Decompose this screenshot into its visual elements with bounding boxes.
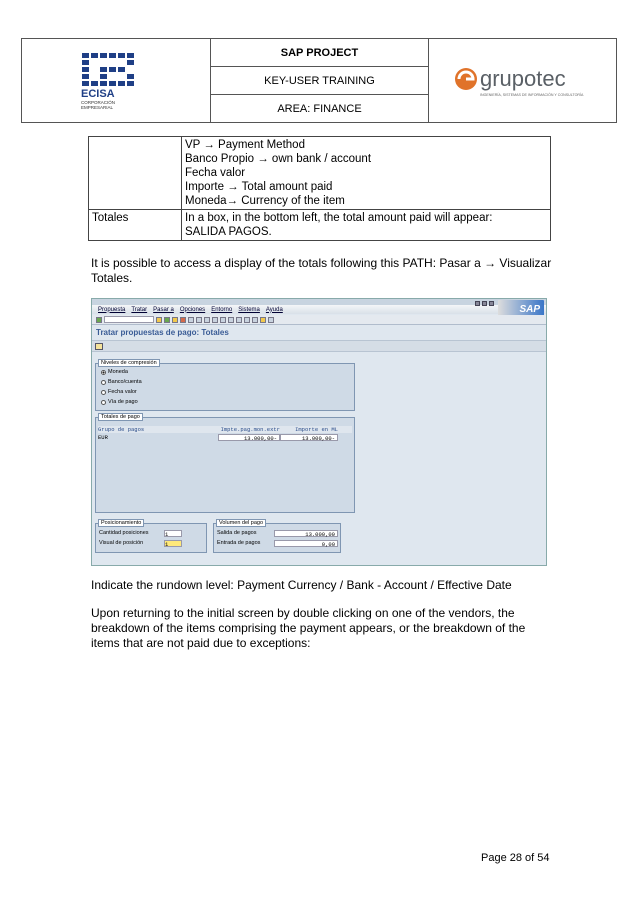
posicionamiento-group [95, 520, 207, 553]
svg-text:EMPRESARIAL: EMPRESARIAL [81, 104, 114, 110]
cell-impte-mon-extr: 13.000,00- [218, 434, 280, 441]
prev-page-icon[interactable] [220, 317, 226, 323]
col-grupo-pagos: Grupo de pagos [98, 426, 145, 433]
layout-icon[interactable] [268, 317, 274, 323]
save-icon[interactable] [156, 317, 162, 323]
sap-logo: SAP [498, 300, 544, 318]
cell-importe-ml: 13.000,00- [280, 434, 338, 441]
find-next-icon[interactable] [204, 317, 210, 323]
entrada-pagos-label: Entrada de pagos [217, 540, 261, 546]
new-session-icon[interactable] [244, 317, 250, 323]
table-cell [182, 210, 551, 241]
col-importe-ml: Importe en ML [295, 426, 338, 433]
project-title: SAP PROJECT [280, 46, 359, 59]
menu-ayuda[interactable]: Ayuda [265, 306, 283, 313]
menu-propuesta[interactable]: Propuesta [98, 306, 126, 313]
radio-icon [101, 400, 106, 405]
print-list-icon[interactable] [95, 343, 103, 350]
rundown-paragraph: Indicate the rundown level: Payment Currency / Bank - Account / Effective Date [91, 578, 512, 592]
group-title: Posicionamiento [98, 519, 144, 527]
radio-via-pago[interactable]: Vía de pago [101, 399, 138, 405]
radio-moneda[interactable]: Moneda [101, 369, 128, 375]
svg-text:ECISA: ECISA [81, 87, 115, 100]
salida-pagos-field: 13.000,00 [274, 530, 338, 537]
table-cell [89, 137, 182, 210]
field-line: Moneda→ Currency of the item [185, 195, 345, 207]
totales-pago-group [95, 414, 355, 513]
radio-fecha-valor[interactable]: Fecha valor [101, 389, 137, 395]
radio-icon [101, 380, 106, 385]
table-row[interactable] [98, 434, 352, 441]
table-row [89, 210, 551, 241]
table-row [89, 137, 551, 210]
first-page-icon[interactable] [212, 317, 218, 323]
field-line: Importe → Total amount paid [185, 181, 333, 193]
field-line: SALIDA PAGOS. [185, 226, 272, 238]
entrada-pagos-field: 0,00 [274, 540, 338, 547]
menu-opciones[interactable]: Opciones [179, 306, 206, 313]
field-line: In a box, in the bottom left, the total amount paid will appear: [185, 212, 493, 224]
path-paragraph: It is possible to access a display of the totals following this PATH: Pasar a → Visualizar Totales. [91, 256, 552, 285]
sap-menubar [92, 305, 546, 314]
last-page-icon[interactable] [236, 317, 242, 323]
volumen-pago-group [213, 520, 341, 553]
radio-icon [101, 390, 106, 395]
menu-entorno[interactable]: Entorno [211, 306, 233, 313]
radio-banco-cuenta[interactable]: Banco/cuenta [101, 379, 142, 385]
salida-pagos-label: Salida de pagos [217, 530, 257, 536]
screen-title: Tratar propuestas de pago: Totales [96, 328, 229, 337]
totals-table-header [98, 426, 352, 433]
back-icon[interactable] [164, 317, 170, 323]
menu-sistema[interactable]: Sistema [238, 306, 260, 313]
svg-text:CORPORACIÓN: CORPORACIÓN [81, 99, 116, 105]
cantidad-posiciones-label: Cantidad posiciones [99, 530, 149, 536]
minimize-icon[interactable] [475, 301, 480, 306]
group-title: Volumen del pago [216, 519, 266, 527]
document-header [21, 38, 617, 123]
shortcut-icon[interactable] [252, 317, 258, 323]
visual-posicion-input[interactable]: 1 [164, 540, 182, 547]
next-page-icon[interactable] [228, 317, 234, 323]
field-line: Banco Propio → own bank / account [185, 153, 372, 165]
menu-tratar[interactable]: Tratar [131, 306, 148, 313]
print-icon[interactable] [188, 317, 194, 323]
cancel-icon[interactable] [180, 317, 186, 323]
window-controls [475, 301, 494, 306]
menu-pasar-a[interactable]: Pasar a [153, 306, 174, 313]
table-cell: Totales [89, 210, 182, 241]
grupotec-logo [429, 39, 616, 122]
table-cell [182, 137, 551, 210]
cell-grupo: EUR [98, 434, 108, 441]
command-field[interactable] [104, 316, 154, 323]
breakdown-paragraph: Upon returning to the initial screen by double clicking on one of the vendors, the breakdown of the items comprising the payment appears, or the breakdown of the items that are not paid due to exceptions: [91, 606, 526, 650]
area-title: AREA: FINANCE [211, 94, 428, 122]
svg-text:grupotec: grupotec [479, 65, 566, 91]
radio-selected-icon [101, 370, 106, 375]
restore-icon[interactable] [482, 301, 487, 306]
application-toolbar [92, 340, 546, 352]
sap-screenshot [91, 298, 547, 566]
exit-icon[interactable] [172, 317, 178, 323]
group-title: Niveles de compresión [98, 359, 160, 367]
field-line: VP → Payment Method [185, 139, 305, 151]
svg-text:INGENIERÍA, SISTEMAS DE INFORM: INGENIERÍA, SISTEMAS DE INFORMACIÓN Y CONSULTORÍA [479, 92, 583, 97]
page-number: Page 28 of 54 [481, 852, 550, 864]
col-impte-mon-extr: Impte.pag.mon.extr [220, 426, 280, 433]
close-icon[interactable] [489, 301, 494, 306]
sap-toolbar [92, 315, 546, 325]
enter-icon[interactable] [96, 317, 102, 323]
ecisa-logo [22, 39, 211, 122]
training-title: KEY-USER TRAINING [211, 66, 428, 94]
cantidad-posiciones-field: 1 [164, 530, 182, 537]
field-line: Fecha valor [185, 167, 246, 179]
visual-posicion-label: Visual de posición [99, 540, 144, 546]
field-description-table [88, 136, 551, 241]
group-title: Totales de pago [98, 413, 143, 421]
niveles-compresion-group [95, 360, 355, 411]
find-icon[interactable] [196, 317, 202, 323]
help-icon[interactable] [260, 317, 266, 323]
